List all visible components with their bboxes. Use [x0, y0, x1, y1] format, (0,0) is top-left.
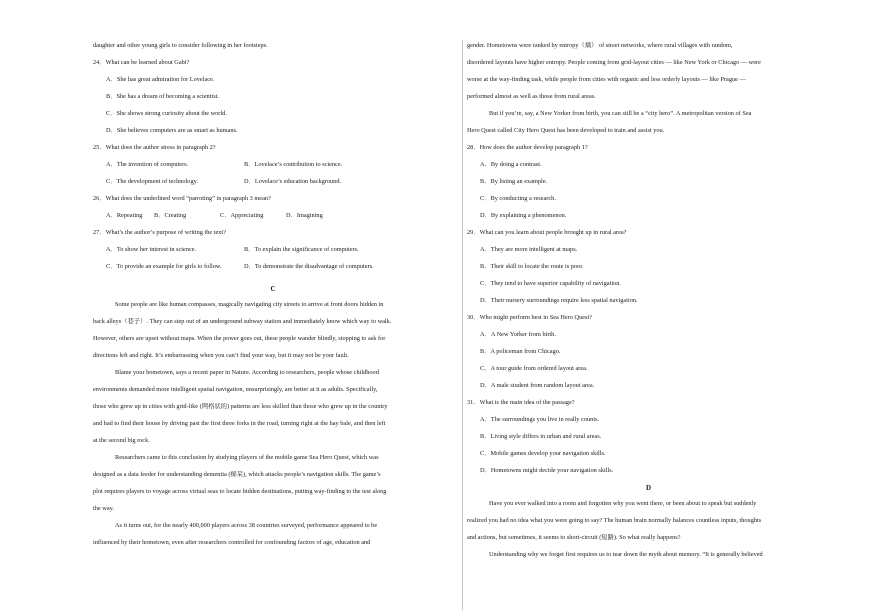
q27-options-row-1	[93, 246, 453, 254]
q27-option-a[interactable]: A．To show her interest in science.	[106, 246, 197, 253]
passage-line: those who grew up in cities with grid-like (网格状的) patterns are less skilled than those who grew up in the country	[93, 403, 388, 410]
continuation-line: daughter and other young girls to consider following in her footsteps.	[93, 42, 268, 49]
section-c-heading: C	[270, 285, 276, 293]
passage-line: at the second big rock.	[93, 437, 150, 444]
q30-option-a[interactable]: A．A New Yorker from birth.	[480, 331, 556, 338]
passage-d	[467, 500, 830, 559]
q24-option-d[interactable]: D．She believes computers are as smart as humans.	[106, 127, 238, 134]
passage-line: performed almost as well as those from rural areas.	[467, 93, 596, 100]
passage-c-continued	[467, 42, 830, 135]
passage-line: designed as a data feeder for understanding dementia (痴呆), which attacks people’s navigation skills. The game’s	[93, 471, 381, 478]
q28-option-a[interactable]: A．By doing a contrast.	[480, 161, 542, 168]
q25-option-b[interactable]: B．Lovelace’s contribution to science.	[244, 161, 343, 168]
q26-option-d[interactable]: D．Imagining	[286, 212, 323, 219]
passage-line: But if you’re, say, a New Yorker from birth, you can still be a “city hero”. A metropolitan version of Sea	[489, 110, 752, 117]
q24-option-b[interactable]: B．She has a dream of becoming a scientist.	[106, 93, 219, 100]
q26-option-a[interactable]: A．Repeating	[106, 212, 143, 219]
passage-line: Some people are like human compasses, magically navigating city streets to arrive at front doors hidden in	[115, 301, 384, 308]
passage-line: and had to find their house by driving past the first three forks in the road, turning right at the hay bale, and then left	[93, 420, 386, 427]
q31-option-a[interactable]: A．The surroundings you live in really counts.	[480, 416, 600, 423]
section-d-heading: D	[645, 484, 652, 492]
passage-line: influenced by their hometown, even after researchers controlled for confounding factors of age, education and	[93, 539, 371, 546]
q24-option-a[interactable]: A．She has great admiration for Lovelace.	[106, 76, 215, 83]
q29-option-c[interactable]: C．They tend to have superior capability of navigation.	[480, 280, 621, 287]
question-28-stem: 28．How does the author develop paragraph 1?	[467, 144, 588, 151]
question-30-stem: 30．Who might perform best in Sea Hero Quest?	[467, 314, 593, 321]
passage-c	[93, 301, 453, 547]
passage-line: realized you had no idea what you were going to say? The human brain normally balances countless inputs, thoughts	[467, 517, 762, 524]
passage-line: As it turns out, for the nearly 400,000 players across 38 countries surveyed, performance appeared to be	[115, 522, 378, 529]
question-25-stem: 25．What does the author stress in paragraph 2?	[93, 144, 216, 151]
passage-line: gender. Hometowns were ranked by entropy（熵） of street networks, where rural villages with random,	[467, 42, 733, 49]
q24-option-c[interactable]: C．She shows strong curiosity about the world.	[106, 110, 227, 117]
q26-option-c[interactable]: C．Appreciating	[220, 212, 264, 219]
q29-option-d[interactable]: D．Their nursery surroundings require less spatial navigation.	[480, 297, 638, 304]
q31-option-d[interactable]: D．Hometowns might decide your navigation skills.	[480, 467, 614, 474]
q27-option-b[interactable]: B．To explain the significance of computers.	[244, 246, 359, 253]
q27-option-d[interactable]: D．To demonstrate the disadvantage of computers.	[244, 263, 374, 270]
q30-option-b[interactable]: B．A policeman from Chicago.	[480, 348, 561, 355]
column-divider	[462, 40, 463, 610]
passage-line: Researchers came to this conclusion by studying players of the mobile game Sea Hero Quest, which was	[115, 454, 379, 461]
passage-line: the way.	[93, 505, 114, 512]
question-31-stem: 31．What is the main idea of the passage?	[467, 399, 575, 406]
left-column	[93, 42, 453, 556]
question-26-stem: 26．What does the underlined word “parroting” in paragraph 3 mean?	[93, 195, 271, 202]
passage-line: However, others are upset without maps. When the power goes out, these people wander blindly, stopping to ask for	[93, 335, 386, 342]
passage-line: plot requires players to voyage across virtual seas to locate hidden destinations, putting way-finding to the test along	[93, 488, 387, 495]
right-column	[467, 42, 830, 568]
q25-option-c[interactable]: C．The development of technology.	[106, 178, 198, 185]
question-27-stem: 27．What’s the author’s purpose of writing the text?	[93, 229, 226, 236]
passage-line: disordered layouts have higher entropy. People coming from grid-layout cities — like New York or Chicago — were	[467, 59, 761, 66]
q28-option-b[interactable]: B．By listing an example.	[480, 178, 548, 185]
question-24-stem: 24．What can be learned about Gabi?	[93, 59, 190, 66]
passage-line: Blame your hometown, says a recent paper in Nature. According to researchers, people whose childhood	[115, 369, 379, 376]
q27-option-c[interactable]: C．To provide an example for girls to follow.	[106, 263, 222, 270]
q27-options-row-2	[93, 263, 453, 271]
passage-line: Hero Quest called City Hero Quest has been developed to train and assist you.	[467, 127, 665, 134]
q31-option-c[interactable]: C．Mobile games develop your navigation skills.	[480, 450, 606, 457]
q26-option-b[interactable]: B．Creating	[154, 212, 187, 219]
q26-options-row	[93, 212, 453, 220]
passage-line: Have you ever walked into a room and forgotten why you went there, or been about to speak but suddenly	[489, 500, 757, 507]
q29-option-b[interactable]: B．Their skill to locate the route is poor.	[480, 263, 584, 270]
passage-line: environments demanded more intelligent spatial navigation, unsurprisingly, are better at it as adults. Specifically,	[93, 386, 378, 393]
q25-options-row-1	[93, 161, 453, 169]
q28-option-d[interactable]: D．By explaining a phenomenon.	[480, 212, 567, 219]
q25-option-d[interactable]: D．Lovelace’s education background.	[244, 178, 342, 185]
passage-line: Understanding why we forget first requires us to tear down the myth about memory. “It is generally believed	[489, 551, 763, 558]
passage-line: back alleys（巷子）. They can step out of an underground subway station and immediately know which way to walk.	[93, 318, 392, 325]
passage-line: directions left and right. It’s embarrassing when you can’t find your way, but it may not be your fault.	[93, 352, 349, 359]
q30-option-c[interactable]: C．A tour guide from ordered layout area.	[480, 365, 588, 372]
q28-option-c[interactable]: C．By conducting a research.	[480, 195, 556, 202]
passage-line: worse at the way-finding task, while people from cities with organic and less orderly layouts — like Prague —	[467, 76, 746, 83]
question-29-stem: 29．What can you learn about people brought up in rural area?	[467, 229, 627, 236]
q25-options-row-2	[93, 178, 453, 186]
passage-line: and actions, but sometimes, it seems to short-circuit (短路). So what really happens?	[467, 534, 681, 541]
q30-option-d[interactable]: D．A male student from random layout area.	[480, 382, 595, 389]
q31-option-b[interactable]: B．Living style differs in urban and rural areas.	[480, 433, 602, 440]
q29-option-a[interactable]: A．They are more intelligent at maps.	[480, 246, 578, 253]
q25-option-a[interactable]: A．The invention of computers.	[106, 161, 189, 168]
